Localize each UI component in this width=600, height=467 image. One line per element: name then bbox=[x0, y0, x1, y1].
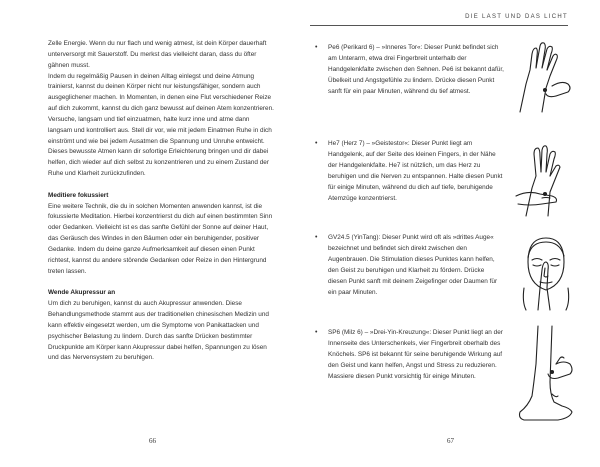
body-paragraph-3: Eine weitere Technik, die du in solchen Momenten anwenden kannst, ist die fokussierte Meditation. Hierbei konzentrierst du dich auf einen bestimmten Sinn oder Gedanken. Vielleicht ist es das sanfte Gefühl der Sonne auf deiner Haut, das Geräusch des Windes in den Bäumen oder ein beruhigender, positiver Gedanke. Indem du deine ganze Aufmerksamkeit auf diesen einen Punkt richtest, kannst du andere störende Gedanken oder Reize in den Hintergrund treten lassen. bbox=[48, 202, 273, 275]
forehead-pressure-icon bbox=[514, 232, 576, 312]
acupoint-text: He7 (Herz 7) – »Geistestor«: Dieser Punkt liegt am Handgelenk, auf der Seite des kleinen Fingers, in der Nähe der Handgelenkfalte. He7 ist nützlich, um das Herz zu beruhigen und die Nerven zu entspannen. Halte diesen Punkt für einige Minuten, während du dich auf tiefe, beruhigende Atemzüge konzentrierst. bbox=[328, 140, 503, 202]
page-number-left: 66 bbox=[149, 437, 156, 445]
section-heading-meditation: Meditiere fokussiert bbox=[48, 191, 109, 199]
wrist-pressure-icon bbox=[512, 142, 576, 218]
acupoint-he7 bbox=[315, 139, 504, 204]
body-paragraph-1: Zelle Energie. Wenn du nur flach und wenig atmest, ist dein Körper dauerhaft unterversorgt mit Sauerstoff. Du merkst das vielleicht daran, dass du öfter gähnen musst. bbox=[48, 40, 267, 69]
running-head: DIE LAST UND DAS LICHT bbox=[465, 14, 568, 20]
acupoint-text: SP6 (Milz 6) – »Drei-Yin-Kreuzung«: Dieser Punkt liegt an der Innenseite des Unterschenkels, vier Fingerbreit oberhalb des Knöchels. SP6 ist bekannt für seine beruhigende Wirkung auf den Geist und kann helfen, Angst und Stress zu reduzieren. Massiere diesen Punkt vorsichtig für einige Minuten. bbox=[328, 329, 503, 380]
forearm-pressure-icon bbox=[512, 40, 574, 114]
page-number-right: 67 bbox=[447, 437, 454, 445]
acupoint-sp6 bbox=[315, 328, 504, 383]
acupoint-gv24-5 bbox=[315, 233, 504, 298]
ankle-pressure-icon bbox=[516, 324, 576, 424]
body-paragraph-2: Indem du regelmäßig Pausen in deinen Alltag einlegst und deine Atmung trainierst, kannst du deinen Körper nicht nur leistungsfähiger, sondern auch ausgeglichener machen. In Momenten, in denen eine Flut verschiedener Reize auf dich zukommt, kannst du dich ganz bewusst auf deinen Atem konzentrieren. Versuche, langsam und tief einzuatmen, halte kurz inne und atme dann langsam und kontrolliert aus. Stell dir vor, wie mit jedem Einatmen Ruhe in dich einströmt und wie bei jedem Ausatmen die Spannung und Unruhe entweicht. Dieses bewusste Atmen kann dir sofortige Erleichterung bringen und dir dabei helfen, dich wieder auf dich selbst zu konzentrieren und zu einem Zustand der Ruhe und Klarheit zurückzufinden. bbox=[48, 72, 274, 178]
section-heading-acupressure: Wende Akupressur an bbox=[48, 289, 116, 297]
bullet-icon: • bbox=[315, 329, 318, 336]
bullet-icon: • bbox=[315, 140, 318, 147]
acupoint-pe6 bbox=[315, 43, 504, 98]
header-rule bbox=[310, 25, 568, 26]
bullet-icon: • bbox=[315, 234, 318, 241]
body-paragraph-4: Um dich zu beruhigen, kannst du auch Akupressur anwenden. Diese Behandlungsmethode stammt aus der traditionellen chinesischen Medizin und kann effektiv eingesetzt werden, um die Symptome von Panikattacken und psychischer Belastung zu lindern. Durch das sanfte Drücken bestimmter Druckpunkte am Körper kann Akupressur dabei helfen, Spannungen zu lösen und das Nervensystem zu beruhigen. bbox=[48, 300, 269, 362]
left-page-body bbox=[48, 39, 274, 364]
bullet-icon: • bbox=[315, 44, 318, 51]
acupoint-text: GV24.5 (YinTang): Dieser Punkt wird oft als »drittes Auge« bezeichnet und befindet sich direkt zwischen den Augenbrauen. Die Stimulation dieses Punktes kann helfen, den Geist zu beruhigen und Klarheit zu fördern. Drücke diesen Punkt sanft mit deinem Zeigefinger oder Daumen für ein paar Minuten. bbox=[328, 234, 498, 296]
acupoint-text: Pe6 (Perikard 6) – »Inneres Tor«: Dieser Punkt befindet sich am Unterarm, etwa drei Fingerbreit unterhalb der Handgelenkfalte zwischen den Sehnen. Pe6 ist bekannt dafür, Übelkeit und Angstgefühle zu lindern. Drücke diesen Punkt sanft für ein paar Minuten, während du tief atmest. bbox=[328, 44, 504, 95]
